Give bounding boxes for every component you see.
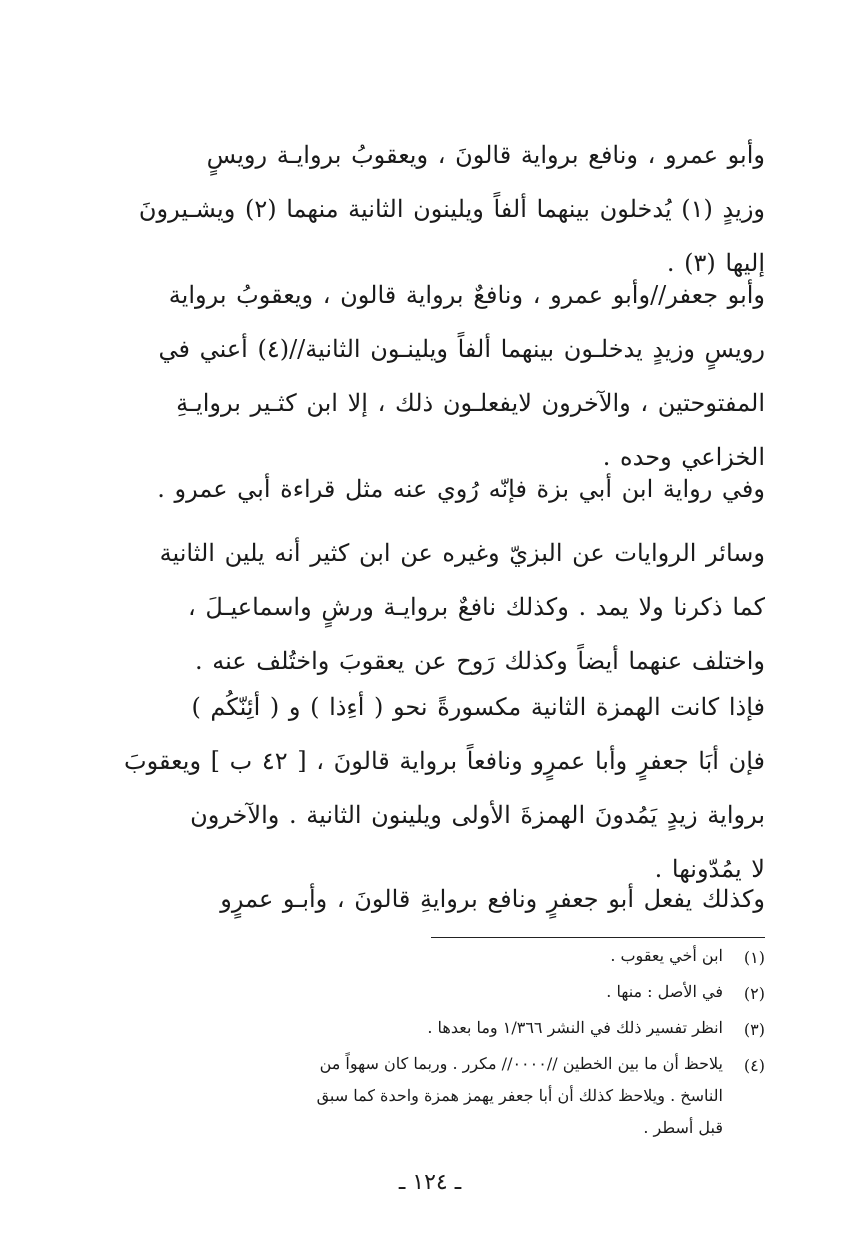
paragraph-3 — [95, 462, 765, 516]
footnote-2 — [95, 976, 765, 1012]
footnote-line: في الأصل : منها . — [606, 982, 723, 1001]
footnote-text — [95, 940, 723, 972]
paragraph-5 — [95, 680, 765, 896]
footnote-text — [95, 976, 723, 1008]
page-number: ـ ١٢٤ ـ — [398, 1170, 462, 1195]
text-line: وزيدٍ (١) يُدخلون بينهما ألفاً ويلينون الثانية منهما (٢) ويشـيرونَ — [138, 195, 765, 223]
footnote-1 — [95, 940, 765, 976]
footnote-line: يلاحظ أن ما بين الخطين //٠٠٠٠// مكرر . وربما كان سهواً من — [319, 1054, 723, 1073]
footnote-number: (٤) — [743, 1056, 765, 1075]
footnote-text — [95, 1048, 723, 1144]
text-line: لا يمُدّونها . — [654, 855, 765, 883]
footnote-line: الناسخ . ويلاحظ كذلك أن أبا جعفر يهمز همزة واحدة كما سبق — [316, 1086, 723, 1105]
text-line: واختلف عنهما أيضاً وكذلك رَوح عن يعقوبَ واختُلف عنه . — [194, 647, 765, 675]
footnote-number: (٣) — [743, 1020, 765, 1039]
footnote-text — [95, 1012, 723, 1044]
footnote-line: قبل أسطر . — [643, 1118, 723, 1137]
document-page — [95, 0, 765, 1251]
text-line: وسائر الروايات عن البزيّ وغيره عن ابن كثير أنه يلين الثانية — [159, 539, 765, 567]
text-line: فإن أبَا جعفرٍ وأبا عمرٍو ونافعاً برواية قالونَ ، [ ٤٢ ب ] ويعقوبَ — [124, 747, 765, 775]
footnote-line: انظر تفسير ذلك في النشر ١/٣٦٦ وما بعدها . — [427, 1018, 723, 1037]
text-line: فإذا كانت الهمزة الثانية مكسورةً نحو ( أءِذا ) و ( أئِنّكُم ) — [191, 693, 765, 721]
text-line: الخزاعي وحده . — [602, 443, 765, 471]
paragraph-4 — [95, 526, 765, 688]
text-line: إليها (٣) . — [666, 249, 765, 277]
paragraph-2 — [95, 268, 765, 484]
footnote-4 — [95, 1048, 765, 1144]
text-line: وأبو جعفر//وأبو عمرو ، ونافعٌ برواية قالون ، ويعقوبُ برواية — [168, 281, 765, 309]
footnote-line: ابن أخي يعقوب . — [610, 946, 723, 965]
footnote-number: (٢) — [743, 984, 765, 1003]
footnote-number: (١) — [743, 948, 765, 967]
text-line: كما ذكرنا ولا يمد . وكذلك نافعٌ بروايـة ورشٍ واسماعيـلَ ، — [187, 593, 765, 621]
footnote-3 — [95, 1012, 765, 1048]
paragraph-1 — [95, 128, 765, 290]
text-line: رويسٍ وزيدٍ يدخلـون بينهما ألفاً ويلينـون الثانية//(٤) أعني في — [158, 335, 765, 363]
text-line: المفتوحتين ، والآخرون لايفعلـون ذلك ، إلا ابن كثـير بروايـةِ — [176, 389, 765, 417]
text-line: برواية زيدٍ يَمُدونَ الهمزةَ الأولى ويلينون الثانية . والآخرون — [190, 801, 765, 829]
paragraph-6 — [95, 872, 765, 926]
text-line: وفي رواية ابن أبي بزة فإنّه رُوي عنه مثل قراءة أبي عمرو . — [157, 475, 765, 503]
text-line: وكذلك يفعل أبو جعفرٍ ونافع بروايةِ قالونَ ، وأبـو عمرٍو — [220, 885, 765, 913]
footnotes — [95, 940, 765, 1144]
footnote-divider — [431, 937, 765, 938]
text-line: وأبو عمرو ، ونافع برواية قالونَ ، ويعقوبُ بروايـة رويسٍ — [206, 141, 765, 169]
